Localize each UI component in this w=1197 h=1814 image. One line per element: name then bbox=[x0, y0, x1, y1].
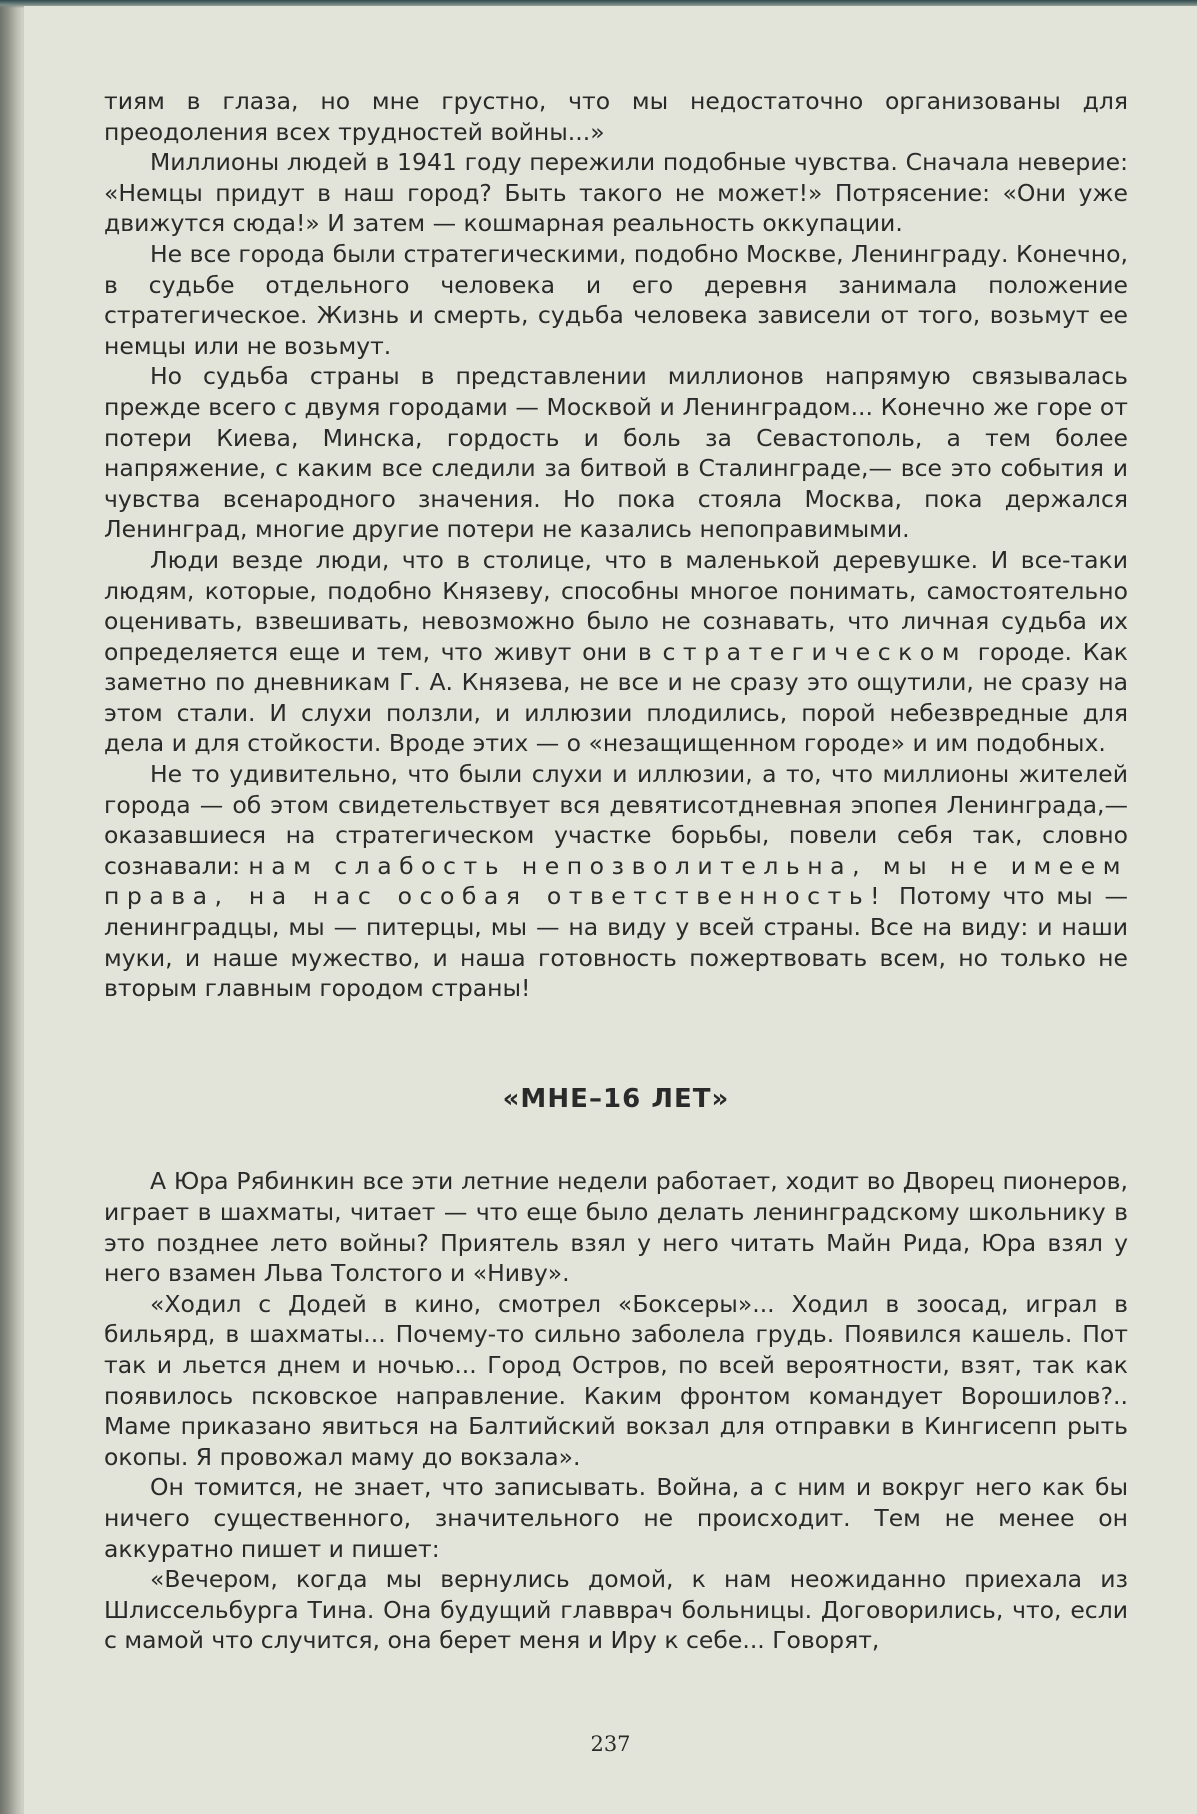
paragraph bbox=[104, 545, 1128, 759]
paragraph: Миллионы людей в 1941 году пережили подобные чувства. Сначала неверие: «Немцы придут в наш город? Быть такого не может!» Потрясение: «Они уже движутся сюда!» И затем — кошмарная реальность оккупации. bbox=[104, 148, 1128, 238]
emphasized-text: стратегическом bbox=[662, 637, 968, 666]
section-heading: «МНЕ–16 ЛЕТ» bbox=[502, 1083, 730, 1114]
page-text bbox=[104, 86, 1128, 1656]
book-binding-edge bbox=[0, 0, 22, 1814]
book-page bbox=[24, 6, 1197, 1814]
paragraph: А Юра Рябинкин все эти летние недели работает, ходит во Дворец пионеров, играет в шахматы, читает — что еще было делать ленинградскому школьнику в это позднее лето войны? Приятель взял у него читать Майн Рида, Юра взял у него взамен Льва Толстого и «Ниву». bbox=[104, 1167, 1128, 1288]
paragraph-text: Люди везде люди, что в столице, что в маленькой деревушке. И все-таки людям, которые, подобно Князеву, способны многое понимать, самостоятельно оценивать, взвешивать, невозможно было не сознавать, что личная судьба их определяется еще и тем, что живут они в bbox=[104, 545, 1128, 666]
paragraph: «Вечером, когда мы вернулись домой, к нам неожиданно приехала из Шлиссельбурга Тина. Она будущий главврач больницы. Договорились, что, если с мамой что случится, она берет меня и Иру к себе... Говорят, bbox=[104, 1565, 1128, 1655]
paragraph-text: Не то удивительно, что были слухи и иллюзии, а то, что миллионы жителей города — об этом свидетельствует вся девятисотдневная эпопея Ленинграда,— оказавшиеся на стратегическом участке борьбы, повели себя так, словно сознавали: bbox=[104, 760, 1128, 880]
paragraph-text: городе. Как заметно по дневникам Г. А. Князева, не все и не сразу это ощутили, не сразу на этом стали. И слухи ползли, и иллюзии плодились, порой небезвредные для дела и для стойкости. Вроде этих — о «незащищенном городе» и им подобных. bbox=[104, 637, 1128, 758]
paragraph: Но судьба страны в представлении миллионов напрямую связывалась прежде всего с двумя городами — Москвой и Ленинградом... Конечно же горе от потери Киева, Минска, гордость и боль за Севастополь, а тем более напряжение, с каким все следили за битвой в Сталинграде,— все это события и чувства всенародного значения. Но пока стояла Москва, пока держался Ленинград, многие другие потери не казались непоправимыми. bbox=[104, 362, 1128, 544]
paragraph: тиям в глаза, но мне грустно, что мы недостаточно организованы для преодоления всех трудностей войны...» bbox=[104, 87, 1128, 146]
emphasized-text: нам слабость непозволительна, мы не имеем права, на нас особая ответственность! bbox=[104, 851, 1128, 911]
paragraph: «Ходил с Додей в кино, смотрел «Боксеры»... Ходил в зоосад, играл в бильярд, в шахматы... Почему-то сильно заболела грудь. Появился кашель. Пот так и льется днем и ночью... Город Остров, по всей вероятности, взят, так как появилось псковское направление. Каким фронтом командует Ворошилов?.. Маме приказано явиться на Балтийский вокзал для отправки в Кингисепп рыть окопы. Я провожал маму до вокзала». bbox=[104, 1289, 1128, 1471]
paragraph: Не все города были стратегическими, подобно Москве, Ленинграду. Конечно, в судьбе отдельного человека и его деревня занимала положение стратегическое. Жизнь и смерть, судьба человека зависели от того, возьмут ее немцы или не возьмут. bbox=[104, 239, 1128, 360]
paragraph bbox=[104, 759, 1128, 1004]
page-number: 237 bbox=[590, 1732, 631, 1756]
paragraph-text: Потому что мы — ленинградцы, мы — питерцы, мы — на виду у всей страны. Все на виду: и наши муки, и наше мужество, и наша готовность пожертвовать всем, но только не вторым главным городом страны! bbox=[104, 882, 1128, 1003]
paragraph: Он томится, не знает, что записывать. Война, а с ним и вокруг него как бы ничего существенного, значительного не происходит. Тем не менее он аккуратно пишет и пишет: bbox=[104, 1473, 1128, 1563]
